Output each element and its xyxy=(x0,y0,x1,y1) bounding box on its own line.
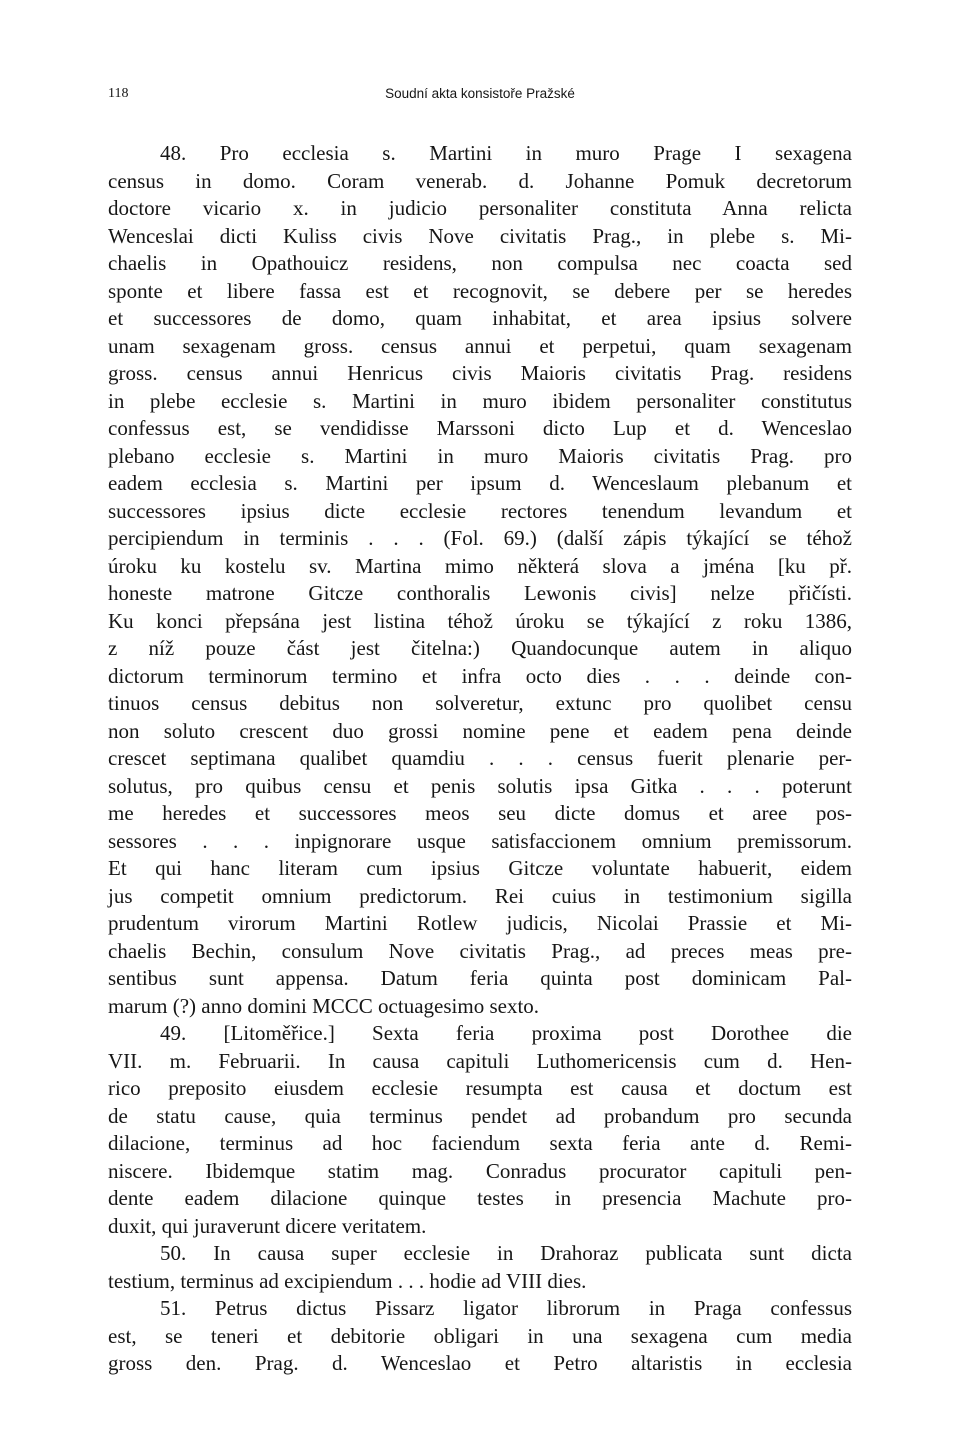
text-line: testium, terminus ad excipiendum . . . hodie ad VIII dies. xyxy=(108,1268,587,1293)
text-line: 48. Pro ecclesia s. Martini in muro Prage I sexagena xyxy=(160,141,852,165)
running-head xyxy=(108,86,852,106)
text-line: honeste matrone Gitcze conthoralis Lewonis civis] nelze přičísti. xyxy=(108,581,852,605)
text-line: rico preposito eiusdem ecclesie resumpta est causa et doctum est xyxy=(108,1076,852,1100)
text-line: dictorum terminorum termino et infra octo dies . . . deinde con- xyxy=(108,663,852,688)
text-line: gross den. Prag. d. Wenceslao et Petro altaristis in ecclesia xyxy=(108,1351,852,1375)
body-text xyxy=(108,140,852,1378)
text-line: prudentum virorum Martini Rotlew judicis, Nicolai Prassie et Mi- xyxy=(108,911,852,935)
text-line: in plebe ecclesie s. Martini in muro ibidem personaliter constitutus xyxy=(108,388,852,413)
text-line: solutus, pro quibus censu et penis solutis ipsa Gitka . . . poterunt xyxy=(108,773,852,798)
text-line: non soluto crescent duo grossi nomine pene et eadem pena deinde xyxy=(108,718,852,743)
text-line: census in domo. Coram venerab. d. Johanne Pomuk decretorum xyxy=(108,168,852,193)
text-line: de statu cause, quia terminus pendet ad probandum pro secunda xyxy=(108,1103,852,1128)
text-line: percipiendum in terminis . . . (Fol. 69.) (další zápis týkající se téhož xyxy=(108,526,852,550)
text-line: 51. Petrus dictus Pissarz ligator librorum in Praga confessus xyxy=(160,1296,852,1320)
text-line: 49. [Litoměřice.] Sexta feria proxima post Dorothee die xyxy=(160,1021,852,1045)
text-line: plebano ecclesie s. Martini in muro Maioris civitatis Prag. pro xyxy=(108,443,852,468)
text-line: crescet septimana qualibet quamdiu . . . census fuerit plenarie per- xyxy=(108,746,852,770)
text-line: et successores de domo, quam inhabitat, et area ipsius solvere xyxy=(108,306,852,330)
text-line: chaelis in Opathouicz residens, non compulsa nec coacta sed xyxy=(108,251,852,275)
text-line: est, se teneri et debitorie obligari in una sexagena cum media xyxy=(108,1323,852,1348)
text-line: chaelis Bechin, consulum Nove civitatis Prag., ad preces meas pre- xyxy=(108,938,852,963)
text-line: z níž pouze část jest čitelna:) Quandocunque autem in aliquo xyxy=(108,636,852,660)
page-number: 118 xyxy=(108,86,129,101)
text-line: doctore vicario x. in judicio personaliter constituta Anna relicta xyxy=(108,196,852,220)
text-line: duxit, qui juraverunt dicere veritatem. xyxy=(108,1213,427,1238)
text-line: niscere. Ibidemque statim mag. Conradus procurator capituli pen- xyxy=(108,1158,852,1183)
text-line: gross. census annui Henricus civis Maioris civitatis Prag. residens xyxy=(108,361,852,385)
text-line: marum (?) anno domini MCCC octuagesimo sexto. xyxy=(108,993,540,1018)
text-line: unam sexagenam gross. census annui et perpetui, quam sexagenam xyxy=(108,333,852,358)
text-line: Ku konci přepsána jest listina téhož úroku se týkající z roku 1386, xyxy=(108,608,852,633)
text-line: confessus est, se vendidisse Marssoni dicto Lup et d. Wenceslao xyxy=(108,416,852,440)
text-line: sentibus sunt appensa. Datum feria quinta post dominicam Pal- xyxy=(108,966,852,990)
text-line: sessores . . . inpignorare usque satisfaccionem omnium premissorum. xyxy=(108,828,852,853)
text-line: eadem ecclesia s. Martini per ipsum d. Wenceslaum plebanum et xyxy=(108,471,852,495)
text-line: úroku ku kostelu sv. Martina mimo některá slova a jména [ku př. xyxy=(108,553,852,578)
text-line: sponte et libere fassa est et recognovit, se debere per se heredes xyxy=(108,278,852,303)
text-line: VII. m. Februarii. In causa capituli Luthomericensis cum d. Hen- xyxy=(108,1048,852,1073)
running-title: Soudní akta konsistoře Pražské xyxy=(385,86,575,101)
text-line: successores ipsius dicte ecclesie rectores tenendum levandum et xyxy=(108,498,852,523)
text-line: tinuos census debitus non solveretur, extunc pro quolibet censu xyxy=(108,691,852,715)
text-line: jus competit omnium predictorum. Rei cuius in testimonium sigilla xyxy=(108,883,852,908)
text-line: dilacione, terminus ad hoc faciendum sexta feria ante d. Remi- xyxy=(108,1131,852,1155)
text-line: 50. In causa super ecclesie in Drahoraz publicata sunt dicta xyxy=(160,1241,852,1265)
text-line: Wenceslai dicti Kuliss civis Nove civitatis Prag., in plebe s. Mi- xyxy=(108,223,852,248)
text-line: me heredes et successores meos seu dicte domus et aree pos- xyxy=(108,801,852,825)
text-line: Et qui hanc literam cum ipsius Gitcze voluntate habuerit, eidem xyxy=(108,856,852,880)
text-line: dente eadem dilacione quinque testes in presencia Machute pro- xyxy=(108,1186,852,1210)
